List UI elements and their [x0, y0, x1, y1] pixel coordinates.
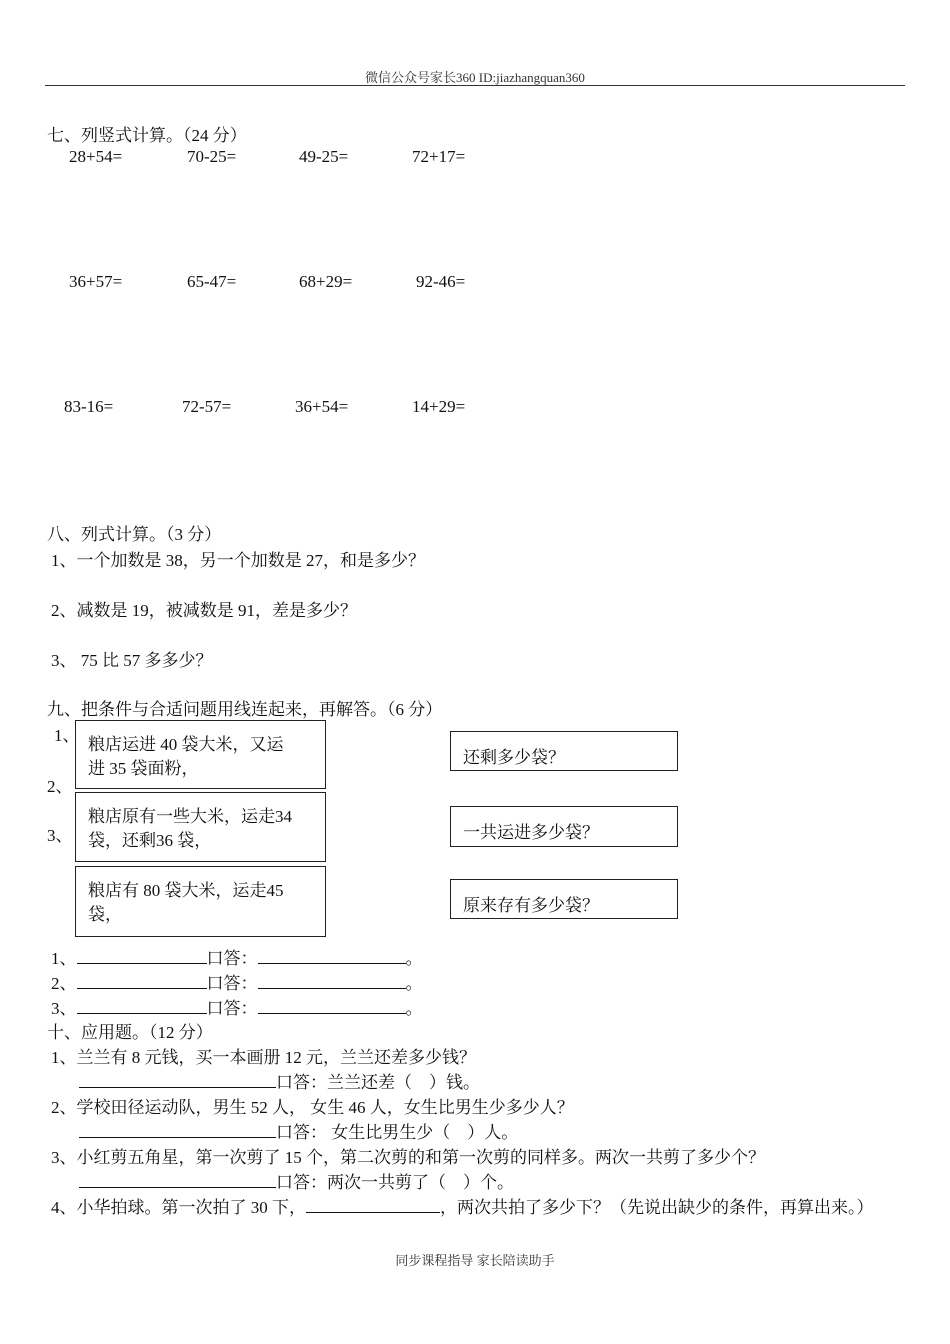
equation-blank[interactable] [77, 947, 207, 964]
condition-box[interactable] [75, 866, 326, 937]
page-header: 微信公众号家长360 ID:jiazhangquan360 [365, 70, 585, 85]
question-text: 4、小华拍球。第一次拍了 30 下， [51, 1198, 306, 1217]
answer-blank[interactable] [258, 947, 406, 964]
question-text: ，两次共拍了多少下？（先说出缺少的条件，再算出来。） [440, 1198, 874, 1217]
equation: 36+54= [295, 397, 349, 416]
answer-line [51, 969, 423, 994]
equation-blank[interactable] [79, 1071, 276, 1088]
equation-blank[interactable] [77, 972, 207, 989]
equation: 70-25= [187, 147, 237, 166]
section7-title: 七、列竖式计算。（24 分） [47, 126, 247, 145]
header-divider [45, 85, 905, 86]
condition-text: 袋， [88, 905, 122, 924]
section10-answer-2 [79, 1118, 518, 1143]
condition-text: 粮店原有一些大米，运走34 [88, 807, 292, 826]
section10-question-3: 3、小红剪五角星，第一次剪了 15 个，第二次剪的和第一次剪的同样多。两次一共剪了多少个？ [51, 1148, 765, 1167]
section8-question-3: 3、 75 比 57 多多少？ [51, 651, 213, 670]
answer-number: 3、 [51, 999, 77, 1018]
section10-answer-3 [79, 1168, 514, 1193]
condition-text: 粮店运进 40 袋大米，又运 [88, 735, 284, 754]
answer-end: 。 [405, 949, 423, 968]
answer-text: 口答： 女生比男生少（ ）人。 [276, 1123, 519, 1142]
condition-box[interactable] [75, 720, 326, 789]
question-text: 一共运进多少袋？ [463, 823, 599, 842]
equation-blank[interactable] [79, 1121, 276, 1138]
equation: 92-46= [416, 272, 466, 291]
section10-answer-1 [79, 1068, 480, 1093]
answer-number: 2、 [51, 974, 77, 993]
answer-blank[interactable] [258, 972, 406, 989]
equation: 14+29= [412, 397, 466, 416]
answer-text: 口答：两次一共剪了（ ）个。 [276, 1173, 514, 1192]
condition-marker: 2、 [47, 777, 73, 796]
answer-end: 。 [405, 999, 423, 1018]
page-footer: 同步课程指导 家长陪读助手 [395, 1253, 555, 1268]
condition-marker: 3、 [47, 826, 73, 845]
equation-blank[interactable] [77, 997, 207, 1014]
section10-question-2: 2、学校田径运动队，男生 52 人， 女生 46 人，女生比男生少多少人？ [51, 1098, 574, 1117]
answer-end: 。 [405, 974, 423, 993]
question-text: 原来存有多少袋？ [463, 896, 599, 915]
answer-text: 口答：兰兰还差（ ）钱。 [276, 1073, 480, 1092]
condition-text: 进 35 袋面粉， [88, 759, 199, 778]
question-text: 还剩多少袋？ [463, 748, 565, 767]
equation: 49-25= [299, 147, 349, 166]
missing-condition-blank[interactable] [306, 1196, 440, 1213]
equation: 72-57= [182, 397, 232, 416]
equation: 65-47= [187, 272, 237, 291]
answer-label: 口答： [206, 974, 258, 993]
section9-title: 九、把条件与合适问题用线连起来，再解答。（6 分） [47, 700, 443, 719]
section10-question-1: 1、兰兰有 8 元钱，买一本画册 12 元，兰兰还差多少钱？ [51, 1048, 476, 1067]
answer-line [51, 994, 423, 1019]
equation-blank[interactable] [79, 1171, 276, 1188]
section8-title: 八、列式计算。（3 分） [47, 525, 222, 544]
condition-text: 粮店有 80 袋大米，运走45 [88, 881, 284, 900]
answer-label: 口答： [206, 949, 258, 968]
question-box[interactable] [450, 806, 678, 847]
condition-box[interactable] [75, 792, 326, 862]
section8-question-2: 2、减数是 19，被减数是 91，差是多少？ [51, 601, 357, 620]
question-box[interactable] [450, 879, 678, 919]
section10-question-4 [51, 1193, 874, 1218]
answer-label: 口答： [206, 999, 258, 1018]
equation: 83-16= [64, 397, 114, 416]
section10-title: 十、应用题。（12 分） [47, 1023, 213, 1042]
equation: 36+57= [69, 272, 123, 291]
answer-line [51, 944, 423, 969]
section8-question-1: 1、一个加数是 38，另一个加数是 27，和是多少？ [51, 551, 425, 570]
condition-text: 袋，还剩36 袋， [88, 831, 212, 850]
equation: 28+54= [69, 147, 123, 166]
question-box[interactable] [450, 731, 678, 771]
equation: 68+29= [299, 272, 353, 291]
answer-number: 1、 [51, 949, 77, 968]
answer-blank[interactable] [258, 997, 406, 1014]
condition-marker: 1、 [54, 726, 80, 745]
equation: 72+17= [412, 147, 466, 166]
